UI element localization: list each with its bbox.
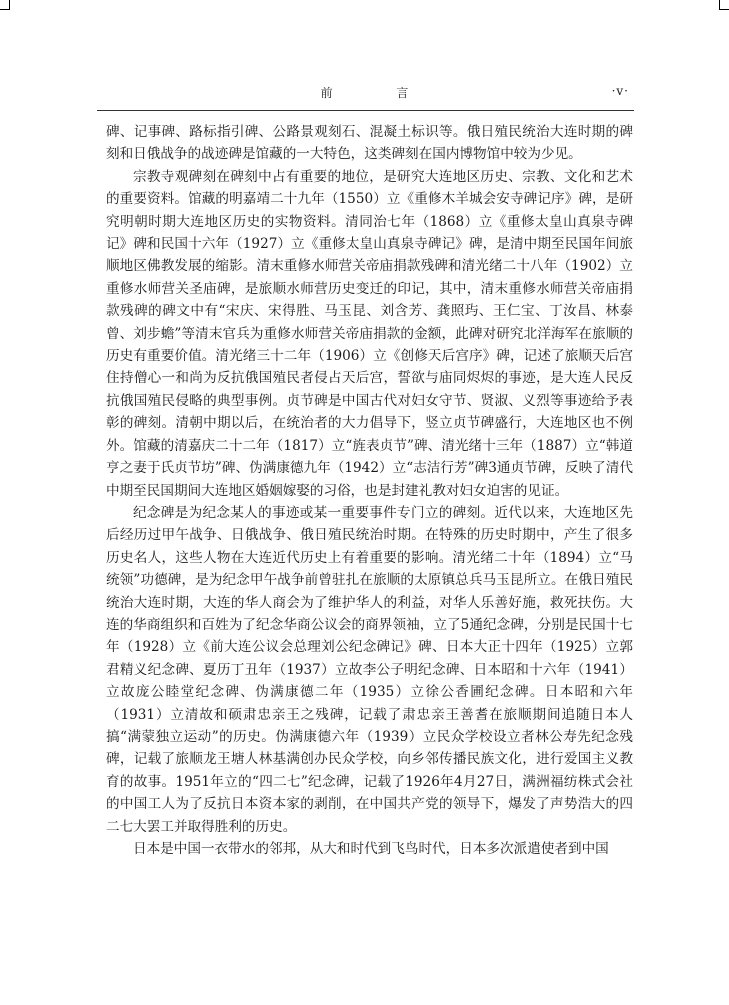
paragraph-memorial-steles: 纪念碑是为纪念某人的事迹或某一重要事件专门立的碑刻。近代以来，大连地区先后经历过甲午战争、日俄战争、俄日殖民统治时期。在特殊的历史时期中，产生了很多历史名人，这些人物在大连近代历史上有着重要的影响。清光绪二十年（1894）立“马统领”功德碑，是为纪念甲午战争前曾驻扎在旅顺的太原镇总兵马玉昆所立。在俄日殖民统治大连时期，大连的华人商会为了维护华人的利益，对华人乐善好施，救死扶伤。大连的华商组织和百姓为了纪念华商公议会的商界领袖，立了5通纪念碑，分别是民国十七年（1928）立《前大连公议会总理刘公纪念碑记》碑、日本大正十四年（1925）立郭君精义纪念碑、夏历丁丑年（1937）立故李公子明纪念碑、日本昭和十六年（1941）立故庞公睦堂纪念碑、伪满康德二年（1935）立徐公香圃纪念碑。日本昭和六年（1931）立清故和硕肃忠亲王之残碑，记载了肃忠亲王善耆在旅顺期间追随日本人搞“满蒙独立运动”的历史。伪满康德六年（1939）立民众学校设立者林公寿先纪念残碑，记载了旅顺龙王塘人林基满创办民众学校，向乡邻传播民族文化，进行爱国主义教育的故事。1951年立的“四二七”纪念碑，记载了1926年4月27日，满洲福纺株式会社的中国工人为了反抗日本资本家的剥削，在中国共产党的领导下，爆发了声势浩大的四二七大罢工并取得胜利的历史。	[106, 504, 633, 835]
crop-mark	[9, 0, 10, 10]
paragraph-japan: 日本是中国一衣带水的邻邦，从大和时代到飞鸟时代，日本多次派遣使者到中国	[133, 841, 609, 857]
chapter-title: 前 言	[320, 86, 439, 100]
header-rule	[97, 110, 634, 111]
running-header	[0, 84, 729, 104]
crop-mark	[719, 0, 720, 10]
body-text	[106, 121, 633, 860]
crop-mark	[719, 9, 729, 10]
paragraph-continued: 碑、记事碑、路标指引碑、公路景观刻石、混凝土标识等。俄日殖民统治大连时期的碑刻和日俄战争的战迹碑是馆藏的一大特色，这类碑刻在国内博物馆中较为少见。	[106, 124, 633, 163]
paragraph-religious-steles: 宗教寺观碑刻在碑刻中占有重要的地位，是研究大连地区历史、宗教、文化和艺术的重要资料。馆藏的明嘉靖二十九年（1550）立《重修木羊城会安寺碑记序》碑，是研究明朝时期大连地区历史的实物资料。清同治七年（1868）立《重修太皇山真泉寺碑记》碑和民国十六年（1927）立《重修太皇山真泉寺碑记》碑，是清中期至民国年间旅顺地区佛教发展的缩影。清末重修水师营关帝庙捐款残碑和清光绪二十八年（1902）立重修水师营关圣庙碑，是旅顺水师营历史变迁的印记，其中，清末重修水师营关帝庙捐款残碑的碑文中有“宋庆、宋得胜、马玉昆、刘含芳、龚照玙、王仁宝、丁汝昌、林泰曾、刘步蟾”等清末官兵为重修水师营关帝庙捐款的金额，此碑对研究北洋海军在旅顺的历史有重要价值。清光绪三十二年（1906）立《创修天后宫序》碑，记述了旅顺天后宫住持僧心一和尚为反抗俄国殖民者侵占天后宫，誓欲与庙同烬烬的事迹，是大连人民反抗俄国殖民侵略的典型事例。贞节碑是中国古代对妇女守节、贤淑、义烈等事迹给予表彰的碑刻。清朝中期以后，在统治者的大力倡导下，竖立贞节碑盛行，大连地区也不例外。馆藏的清嘉庆二十二年（1817）立“旌表贞节”碑、清光绪十三年（1887）立“韩道亨之妻于氏贞节坊”碑、伪满康德九年（1942）立“志洁行芳”碑3通贞节碑，反映了清代中期至民国期间大连地区婚姻嫁娶的习俗，也是封建礼教对妇女迫害的见证。	[106, 168, 633, 499]
page-number: ·v·	[611, 84, 629, 98]
